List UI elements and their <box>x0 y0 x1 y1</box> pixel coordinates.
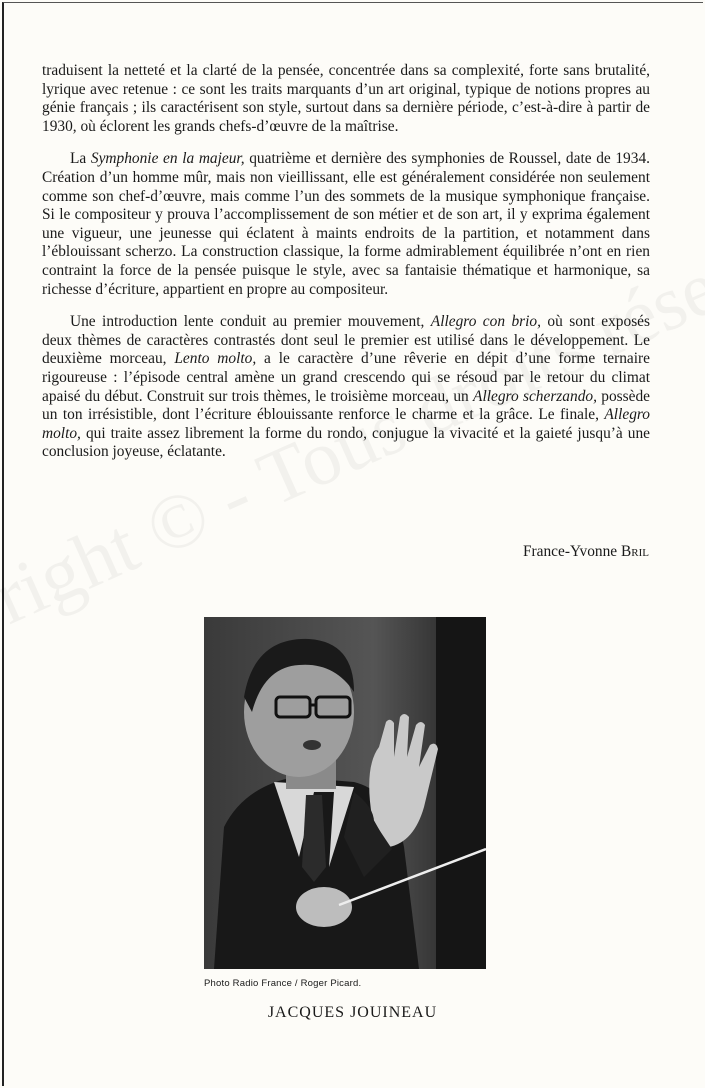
conductor-name: JACQUES JOUINEAU <box>267 1004 438 1021</box>
paragraph-2: La Symphonie en la majeur, quatrième et dernière des symphonies de Roussel, date de 1934. Création d’un homme mûr, mais non vieillissant, elle est généralement considérée non seulement comme son chef-d’œuvre, mais comme l’un des sommets de la musique symphonique française. Si le compositeur y prouva l’accomplissement de son métier et de son art, il y exprima également une vigueur, une jeunesse qui éclatent à maints endroits de la partition, et notamment dans l’éblouissant scherzo. La construction classique, la forme admirablement équilibrée n’ont en rien contraint la force de la pensée puisque le style, avec sa fantaisie thématique et harmonique, sa richesse d’écriture, appartient en propre au compositeur. <box>42 150 650 298</box>
photo-caption: Photo Radio France / Roger Picard. <box>204 978 362 989</box>
author-signature: France-Yvonne Bril <box>522 543 649 560</box>
conductor-photo <box>204 617 486 969</box>
paragraph-3: Une introduction lente conduit au premier mouvement, Allegro con brio, où sont exposés deux thèmes de caractères contrastés dont seul le premier est utilisé dans le développement. Le deuxième morceau, Lento molto, a le caractère d’une rêverie en dépit d’une forme ternaire rigoureuse : l’épisode central amène un grand crescendo qui se résoud par le retour du climat apaisé du début. Construit sur trois thèmes, le troisième morceau, un Allegro scherzando, possède un ton irrésistible, dont l’écriture éblouissante renforce le charme et la grâce. Le finale, Allegro molto, qui traite assez librement la forme du rondo, conjugue la vivacité et la gaieté jusqu’à une conclusion joyeuse, éclatante. <box>42 313 651 461</box>
paragraph-1: traduisent la netteté et la clarté de la pensée, concentrée dans sa complexité, forte sans brutalité, lyrique avec retenue : ce sont les traits marquants d’un art original, typique de notions propres au génie français ; ils caractérisent son style, surtout dans sa dernière période, c’est-à-dire à partir de 1930, où éclorent les grands chefs-d’œuvre de la maîtrise. <box>42 62 650 135</box>
article-text <box>42 62 650 476</box>
